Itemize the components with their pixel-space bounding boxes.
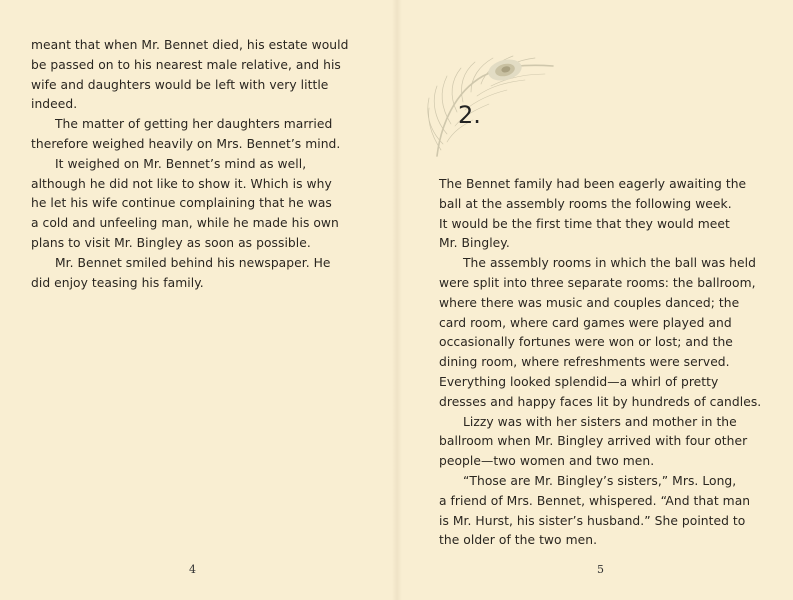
text-line: therefore weighed heavily on Mrs. Bennet’s mind.: [31, 136, 341, 151]
chapter-number: 2.: [458, 101, 481, 129]
text-line: The Bennet family had been eagerly awaiting the: [439, 177, 747, 191]
text-line: Mr. Bingley.: [439, 236, 510, 251]
text-line: indeed.: [31, 97, 78, 112]
text-line: The matter of getting her daughters married: [55, 117, 333, 132]
text-line: The assembly rooms in which the ball was held: [463, 256, 756, 271]
text-line: a cold and unfeeling man, while he made his own: [31, 216, 339, 231]
text-line: wife and daughters would be left with very little: [31, 77, 329, 92]
text-line: Mr. Bennet smiled behind his newspaper. He: [55, 255, 331, 270]
right-page-text: [439, 175, 769, 551]
text-line: people—two women and two men.: [439, 454, 655, 469]
text-line: dining room, where refreshments were served.: [439, 355, 730, 370]
paragraph: [31, 115, 371, 155]
text-line: where there was music and couples danced; the: [439, 295, 740, 310]
text-line: he let his wife continue complaining that he was: [31, 196, 332, 211]
text-line: were split into three separate rooms: the ballroom,: [439, 275, 756, 290]
page-number-left: 4: [189, 563, 196, 576]
paragraph: [31, 155, 371, 254]
peacock-feather-icon: [421, 46, 561, 158]
text-line: did enjoy teasing his family.: [31, 275, 204, 290]
text-line: be passed on to his nearest male relative, and his: [31, 57, 341, 72]
paragraph: [31, 254, 371, 294]
text-line: a friend of Mrs. Bennet, whispered. “And that man: [439, 493, 751, 508]
paragraph: [31, 36, 371, 115]
text-line: It weighed on Mr. Bennet’s mind as well,: [55, 156, 307, 171]
text-line: Everything looked splendid—a whirl of pretty: [439, 374, 719, 389]
text-line: dresses and happy faces lit by hundreds of candles.: [439, 394, 762, 409]
paragraph: [439, 472, 769, 551]
text-line: ball at the assembly rooms the following week.: [439, 196, 732, 211]
page-number-right: 5: [597, 563, 604, 576]
paragraph: [439, 413, 769, 472]
left-page: [0, 0, 396, 600]
text-line: is Mr. Hurst, his sister’s husband.” She pointed to: [439, 513, 746, 528]
text-line: Lizzy was with her sisters and mother in the: [463, 414, 737, 429]
text-line: “Those are Mr. Bingley’s sisters,” Mrs. Long,: [463, 473, 737, 488]
left-page-text: [31, 36, 371, 293]
paragraph: [439, 175, 769, 254]
text-line: ballroom when Mr. Bingley arrived with four other: [439, 434, 748, 449]
text-line: It would be the first time that they would meet: [439, 216, 730, 231]
text-line: card room, where card games were played and: [439, 315, 732, 330]
text-line: meant that when Mr. Bennet died, his estate would: [31, 38, 349, 52]
right-page: [397, 0, 793, 600]
text-line: the older of the two men.: [439, 533, 598, 548]
text-line: although he did not like to show it. Which is why: [31, 176, 332, 191]
text-line: occasionally fortunes were won or lost; and the: [439, 335, 733, 350]
text-line: plans to visit Mr. Bingley as soon as possible.: [31, 235, 311, 250]
paragraph: [439, 254, 769, 412]
